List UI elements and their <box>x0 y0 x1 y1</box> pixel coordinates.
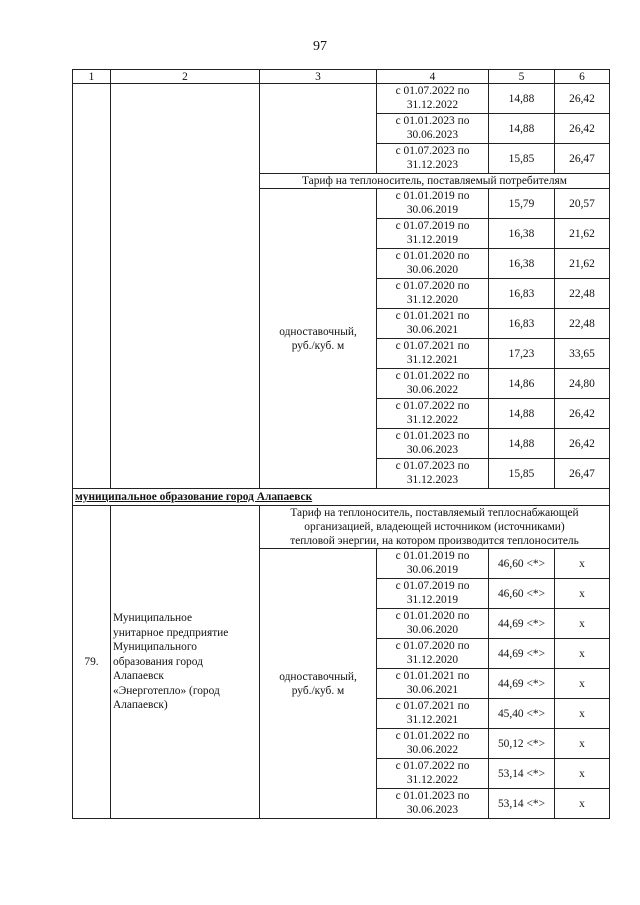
column-number: 6 <box>555 70 610 84</box>
period-line: с 01.01.2019 по <box>395 190 470 202</box>
tariff-vat-cell: 24,80 <box>555 369 610 399</box>
section-title-line: Тариф на теплоноситель, поставляемый теплоснабжающей <box>290 507 579 519</box>
period-line: 30.06.2022 <box>406 383 459 396</box>
tariff-value-cell: 16,83 <box>489 279 555 309</box>
tariff-value-cell: 53,14 <*> <box>489 789 555 819</box>
period-cell <box>377 309 489 339</box>
organization-line: Муниципального <box>113 641 197 654</box>
tariff-value-cell: 53,14 <*> <box>489 759 555 789</box>
organization-line: образования город <box>113 655 203 668</box>
tariff-table <box>72 69 610 819</box>
number-cell <box>73 84 111 489</box>
period-cell <box>377 609 489 639</box>
period-cell <box>377 84 489 114</box>
period-line: 30.06.2021 <box>406 323 459 336</box>
period-line: 31.12.2019 <box>406 593 459 606</box>
tariff-vat-cell: 26,42 <box>555 429 610 459</box>
period-line: с 01.01.2023 по <box>395 115 470 127</box>
period-cell <box>377 699 489 729</box>
period-line: 31.12.2020 <box>406 653 459 666</box>
period-cell <box>377 459 489 489</box>
period-cell <box>377 144 489 174</box>
column-number-row <box>73 70 610 84</box>
unit-cell <box>260 84 377 174</box>
organization-cell <box>111 84 260 489</box>
period-line: с 01.07.2020 по <box>395 640 470 652</box>
period-line: с 01.07.2022 по <box>395 760 470 772</box>
period-line: с 01.07.2020 по <box>395 280 470 292</box>
period-line: с 01.07.2021 по <box>395 340 470 352</box>
municipality-row <box>73 489 610 506</box>
tariff-value-cell: 45,40 <*> <box>489 699 555 729</box>
period-cell <box>377 789 489 819</box>
period-line: с 01.01.2020 по <box>395 610 470 622</box>
period-line: с 01.01.2019 по <box>395 550 470 562</box>
period-line: с 01.01.2021 по <box>395 310 470 322</box>
tariff-value-cell: 14,88 <box>489 429 555 459</box>
tariff-vat-cell: x <box>555 669 610 699</box>
tariff-value-cell: 17,23 <box>489 339 555 369</box>
period-line: с 01.01.2023 по <box>395 430 470 442</box>
period-line: 31.12.2022 <box>406 773 459 786</box>
tariff-vat-cell: 26,47 <box>555 144 610 174</box>
tariff-vat-cell: x <box>555 729 610 759</box>
tariff-value-cell: 14,86 <box>489 369 555 399</box>
period-line: 30.06.2020 <box>406 623 459 636</box>
organization-line: Алапаевск <box>113 670 164 683</box>
period-line: с 01.01.2023 по <box>395 790 470 802</box>
period-line: 30.06.2019 <box>406 563 459 576</box>
tariff-vat-cell: 20,57 <box>555 189 610 219</box>
column-number: 4 <box>377 70 489 84</box>
period-line: 30.06.2023 <box>406 128 459 141</box>
period-line: 31.12.2021 <box>406 713 459 726</box>
column-number: 1 <box>73 70 111 84</box>
unit-line: руб./куб. м <box>291 339 345 352</box>
period-cell <box>377 399 489 429</box>
section-title <box>260 506 610 549</box>
tariff-vat-cell: x <box>555 549 610 579</box>
section-title-line: организацией, владеющей источником (источниками) <box>304 521 565 533</box>
unit-line: одноставочный, <box>279 325 357 338</box>
unit-cell <box>260 189 377 489</box>
tariff-vat-cell: 21,62 <box>555 249 610 279</box>
period-line: с 01.01.2022 по <box>395 370 470 382</box>
organization-line: «Энерготепло» (город <box>113 684 220 697</box>
period-cell <box>377 729 489 759</box>
period-line: 31.12.2022 <box>406 98 459 111</box>
period-line: 31.12.2022 <box>406 413 459 426</box>
period-cell <box>377 549 489 579</box>
tariff-value-cell: 15,85 <box>489 459 555 489</box>
tariff-vat-cell: 26,42 <box>555 84 610 114</box>
tariff-value-cell: 14,88 <box>489 84 555 114</box>
entry-number: 79. <box>73 506 111 819</box>
period-cell <box>377 429 489 459</box>
tariff-value-cell: 15,85 <box>489 144 555 174</box>
organization-line: Алапаевск) <box>113 699 168 712</box>
period-line: 31.12.2021 <box>406 353 459 366</box>
tariff-value-cell: 44,69 <*> <box>489 609 555 639</box>
period-line: с 01.01.2022 по <box>395 730 470 742</box>
unit-line: руб./куб. м <box>291 684 345 697</box>
tariff-value-cell: 46,60 <*> <box>489 579 555 609</box>
period-line: 30.06.2019 <box>406 203 459 216</box>
tariff-value-cell: 50,12 <*> <box>489 729 555 759</box>
column-number: 5 <box>489 70 555 84</box>
tariff-vat-cell: 26,42 <box>555 399 610 429</box>
period-line: с 01.07.2019 по <box>395 220 470 232</box>
tariff-vat-cell: 22,48 <box>555 309 610 339</box>
period-line: 30.06.2023 <box>406 443 459 456</box>
period-line: с 01.07.2023 по <box>395 460 470 472</box>
organization-line: унитарное предприятие <box>113 626 229 639</box>
period-cell <box>377 339 489 369</box>
tariff-vat-cell: x <box>555 759 610 789</box>
period-line: 30.06.2020 <box>406 263 459 276</box>
tariff-vat-cell: x <box>555 789 610 819</box>
tariff-value-cell: 44,69 <*> <box>489 669 555 699</box>
tariff-vat-cell: 22,48 <box>555 279 610 309</box>
section-title-line: тепловой энергии, на котором производится теплоноситель <box>290 535 579 547</box>
column-number: 2 <box>111 70 260 84</box>
unit-line: одноставочный, <box>279 670 357 683</box>
period-cell <box>377 759 489 789</box>
period-cell <box>377 579 489 609</box>
period-line: 31.12.2023 <box>406 473 459 486</box>
period-line: 31.12.2020 <box>406 293 459 306</box>
section-title: Тариф на теплоноситель, поставляемый потребителям <box>260 174 610 189</box>
tariff-value-cell: 15,79 <box>489 189 555 219</box>
tariff-value-cell: 44,69 <*> <box>489 639 555 669</box>
tariff-value-cell: 16,38 <box>489 249 555 279</box>
column-number: 3 <box>260 70 377 84</box>
tariff-value-cell: 16,83 <box>489 309 555 339</box>
tariff-vat-cell: x <box>555 609 610 639</box>
tariff-vat-cell: 26,42 <box>555 114 610 144</box>
period-line: с 01.07.2022 по <box>395 85 470 97</box>
tariff-vat-cell: x <box>555 579 610 609</box>
table-row <box>73 84 610 114</box>
tariff-value-cell: 14,88 <box>489 114 555 144</box>
period-line: с 01.01.2020 по <box>395 250 470 262</box>
tariff-vat-cell: 26,47 <box>555 459 610 489</box>
tariff-vat-cell: x <box>555 639 610 669</box>
tariff-vat-cell: 33,65 <box>555 339 610 369</box>
section-row <box>73 506 610 549</box>
tariff-value-cell: 46,60 <*> <box>489 549 555 579</box>
period-cell <box>377 114 489 144</box>
organization-line: Муниципальное <box>113 611 193 624</box>
period-cell <box>377 219 489 249</box>
period-cell <box>377 639 489 669</box>
organization-cell <box>111 506 260 819</box>
period-line: с 01.01.2021 по <box>395 670 470 682</box>
period-cell <box>377 369 489 399</box>
municipality-heading: муниципальное образование город Алапаевск <box>73 489 610 506</box>
period-line: 31.12.2023 <box>406 158 459 171</box>
period-cell <box>377 669 489 699</box>
period-line: с 01.07.2023 по <box>395 145 470 157</box>
period-cell <box>377 189 489 219</box>
period-line: с 01.07.2022 по <box>395 400 470 412</box>
period-line: с 01.07.2021 по <box>395 700 470 712</box>
page-number: 97 <box>313 39 327 54</box>
period-cell <box>377 249 489 279</box>
period-cell <box>377 279 489 309</box>
period-line: 30.06.2023 <box>406 803 459 816</box>
period-line: 31.12.2019 <box>406 233 459 246</box>
period-line: с 01.07.2019 по <box>395 580 470 592</box>
tariff-value-cell: 14,88 <box>489 399 555 429</box>
tariff-vat-cell: x <box>555 699 610 729</box>
period-line: 30.06.2021 <box>406 683 459 696</box>
tariff-value-cell: 16,38 <box>489 219 555 249</box>
tariff-vat-cell: 21,62 <box>555 219 610 249</box>
unit-cell <box>260 549 377 819</box>
period-line: 30.06.2022 <box>406 743 459 756</box>
